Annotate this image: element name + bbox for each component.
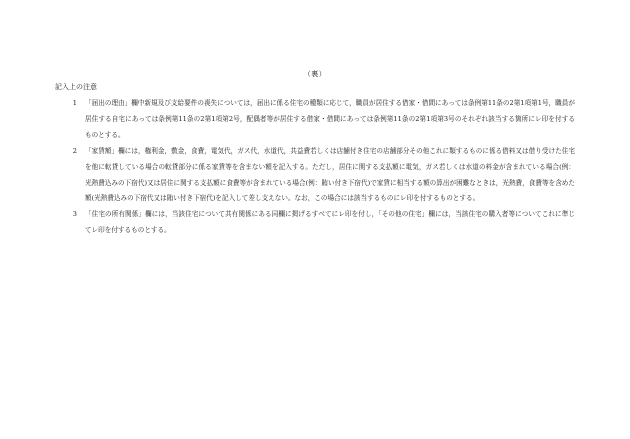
note-number: 3 [72,210,77,219]
note-text: 「住宅の所有関係」欄には，当該住宅について共有関係にある同欄に掲げるすべてにレ印を付し，「その他の住宅」欄には，当該住宅の購入者等についてこれに準じてレ印を付するものとする。 [85,210,575,235]
page-side-label: （裏） [303,70,327,78]
note-item [55,144,575,208]
notes-list [55,96,575,239]
notes-heading: 記入上の注意 [55,83,97,91]
note-item [55,207,575,239]
note-number: 2 [72,146,77,155]
note-number: 1 [72,99,77,107]
note-text: 「家賃額」欄には，権利金，敷金，食費，電気代，ガス代，水道代，共益費若しくは店舗付き住宅の店舗部分その他これに類するものに係る借料又は借り受けた住宅を他に転貸している場合の転貸部分に係る家賃等を含まない額を記入する。ただし，居住に関する支払額に電気，ガス若しくは水道の料金が含まれている場合(例：光熱費込みの下宿代)又は居住に関する支払額に食費等が含まれている場合(例：賄い付き下宿代)で家賃に相当する額の算出が困難なときは，光熱費，食費等を含めた額(光熱費込みの下宿代又は賄い付き下宿代)を記入して差し支えない。なお，この場合には該当するものにレ印を付するものとする。 [85,146,575,203]
note-item [55,96,575,144]
note-text: 「届出の理由」欄中新規及び支給要件の喪失については，届出に係る住宅の種類に応じて，職員が居住する借家・借間にあっては条例第11条の2第1項第1号，職員が居住する自宅にあっては条例第11条の2第1項第2号，配偶者等が居住する借家・借間にあっては条例第11条の2第1項第3号のそれぞれ該当する箇所にレ印を付するものとする。 [85,99,575,139]
